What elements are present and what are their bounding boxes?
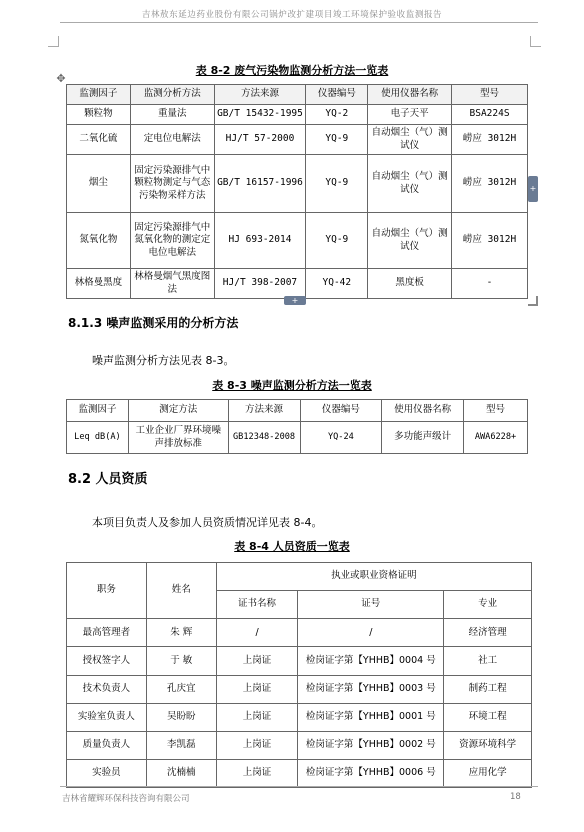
table-cell: 固定污染源排气中氮氧化物的测定定电位电解法 — [130, 213, 214, 269]
footer-company: 吉林省耀辉环保科技咨询有限公司 — [62, 794, 190, 804]
table-cell: YQ-42 — [306, 269, 368, 299]
table-cell: 上岗证 — [216, 647, 298, 675]
table-cell: 孔庆宜 — [146, 675, 216, 703]
table-cell: HJ/T 398-2007 — [214, 269, 306, 299]
table-row — [67, 703, 532, 731]
table-header-cell: 证书名称 — [216, 591, 298, 619]
table-cell: 林格曼烟气黑度图法 — [130, 269, 214, 299]
table-cell: 固定污染源排气中颗粒物测定与气态污染物采样方法 — [130, 155, 214, 213]
paragraph: 噪声监测分析方法见表 8-3。 — [92, 354, 235, 367]
table-cell: 崂应 3012H — [452, 213, 528, 269]
table-cell: 朱 辉 — [146, 619, 216, 647]
table-row — [67, 675, 532, 703]
table-header-cell: 专业 — [444, 591, 532, 619]
header-rule — [60, 22, 538, 23]
table-row — [67, 105, 528, 125]
table-cell: 技术负责人 — [67, 675, 147, 703]
table-cell: 烟尘 — [67, 155, 131, 213]
table-cell: YQ-9 — [306, 213, 368, 269]
table-row — [67, 759, 532, 787]
table-header-cell: 职务 — [67, 563, 147, 619]
table-cell: 于 敏 — [146, 647, 216, 675]
table-row — [67, 269, 528, 299]
table-cell: / — [298, 619, 444, 647]
table-cell: 崂应 3012H — [452, 125, 528, 155]
table-cell: 黑度板 — [368, 269, 452, 299]
table-row — [67, 731, 532, 759]
table-header-cell: 使用仪器名称 — [382, 400, 464, 422]
table-cell: 电子天平 — [368, 105, 452, 125]
table-row — [67, 155, 528, 213]
footer-rule — [60, 786, 538, 787]
table-cell: 上岗证 — [216, 675, 298, 703]
table-row — [67, 125, 528, 155]
table-cell: 制药工程 — [444, 675, 532, 703]
table-8-2-caption: 表 8-2 废气污染物监测分析方法一览表 — [195, 64, 389, 77]
table-cell: 环境工程 — [444, 703, 532, 731]
table-8-4-caption: 表 8-4 人员资质一览表 — [234, 540, 350, 553]
table-cell: 吴盼盼 — [146, 703, 216, 731]
table-cell: 上岗证 — [216, 703, 298, 731]
table-cell: 林格曼黑度 — [67, 269, 131, 299]
table-cell: 最高管理者 — [67, 619, 147, 647]
table-cell: 二氧化硫 — [67, 125, 131, 155]
table-cell: 实验室负责人 — [67, 703, 147, 731]
table-cell: AWA6228+ — [464, 422, 528, 454]
table-cell: - — [452, 269, 528, 299]
section-heading-8-1-3: 8.1.3 噪声监测采用的分析方法 — [68, 316, 239, 330]
table-cell: 检岗证字第【YHHB】0001 号 — [298, 703, 444, 731]
table-header-cell: 使用仪器名称 — [368, 85, 452, 105]
table-cell: GB/T 15432-1995 — [214, 105, 306, 125]
table-header-cell: 监测因子 — [67, 400, 129, 422]
table-cell: 应用化学 — [444, 759, 532, 787]
table-resize-handle-icon[interactable] — [528, 296, 538, 306]
table-cell: YQ-24 — [300, 422, 382, 454]
table-cell: 沈楠楠 — [146, 759, 216, 787]
table-cell: 经济管理 — [444, 619, 532, 647]
table-cell: GB/T 16157-1996 — [214, 155, 306, 213]
crop-mark-top-left — [48, 36, 59, 47]
table-cell: GB12348-2008 — [228, 422, 300, 454]
table-cell: 颗粒物 — [67, 105, 131, 125]
table-header-cell: 型号 — [464, 400, 528, 422]
table-row — [67, 647, 532, 675]
table-cell: YQ-2 — [306, 105, 368, 125]
table-header-cell: 监测因子 — [67, 85, 131, 105]
table-8-3 — [66, 399, 528, 454]
table-cell: 质量负责人 — [67, 731, 147, 759]
table-cell: 李凯磊 — [146, 731, 216, 759]
table-cell: 重量法 — [130, 105, 214, 125]
table-cell: 授权签字人 — [67, 647, 147, 675]
table-cell: 资源环境科学 — [444, 731, 532, 759]
table-cell: HJ/T 57-2000 — [214, 125, 306, 155]
table-cell: 自动烟尘（气）测试仪 — [368, 213, 452, 269]
table-header-cell: 方法来源 — [214, 85, 306, 105]
table-cell: HJ 693-2014 — [214, 213, 306, 269]
table-header-cell: 仪器编号 — [300, 400, 382, 422]
page-header: 吉林敖东延边药业股份有限公司锅炉改扩建项目竣工环境保护验收监测报告 — [141, 10, 443, 20]
table-cell: 检岗证字第【YHHB】0006 号 — [298, 759, 444, 787]
table-row — [67, 619, 532, 647]
table-cell: Leq dB(A) — [67, 422, 129, 454]
table-cell: 上岗证 — [216, 731, 298, 759]
table-header-cell: 监测分析方法 — [130, 85, 214, 105]
table-cell: YQ-9 — [306, 125, 368, 155]
add-row-handle-icon[interactable]: + — [284, 296, 306, 305]
table-cell: 检岗证字第【YHHB】0004 号 — [298, 647, 444, 675]
table-move-handle-icon[interactable]: ✥ — [56, 72, 66, 85]
table-8-4 — [66, 562, 532, 788]
table-header-cell: 型号 — [452, 85, 528, 105]
table-cell: 实验员 — [67, 759, 147, 787]
table-header-cell: 执业或职业资格证明 — [216, 563, 531, 591]
table-cell: 氮氧化物 — [67, 213, 131, 269]
table-cell: / — [216, 619, 298, 647]
table-cell: 自动烟尘（气）测试仪 — [368, 125, 452, 155]
table-row — [67, 422, 528, 454]
table-8-3-caption: 表 8-3 噪声监测分析方法一览表 — [212, 379, 372, 392]
table-header-cell: 证号 — [298, 591, 444, 619]
table-cell: 检岗证字第【YHHB】0003 号 — [298, 675, 444, 703]
table-header-cell: 姓名 — [146, 563, 216, 619]
table-header-cell: 仪器编号 — [306, 85, 368, 105]
table-header-cell: 测定方法 — [128, 400, 228, 422]
table-cell: 自动烟尘（气）测试仪 — [368, 155, 452, 213]
table-cell: 多功能声级计 — [382, 422, 464, 454]
crop-mark-top-right — [530, 36, 541, 47]
table-cell: 检岗证字第【YHHB】0002 号 — [298, 731, 444, 759]
page-number: 18 — [510, 792, 521, 802]
table-row — [67, 213, 528, 269]
paragraph: 本项目负责人及参加人员资质情况详见表 8-4。 — [92, 516, 323, 529]
table-cell: BSA224S — [452, 105, 528, 125]
table-cell: 工业企业厂界环境噪声排放标准 — [128, 422, 228, 454]
table-header-cell: 方法来源 — [228, 400, 300, 422]
section-heading-8-2: 8.2 人员资质 — [68, 472, 148, 487]
table-cell: 崂应 3012H — [452, 155, 528, 213]
table-cell: YQ-9 — [306, 155, 368, 213]
table-cell: 社工 — [444, 647, 532, 675]
table-cell: 上岗证 — [216, 759, 298, 787]
table-8-2 — [66, 84, 528, 299]
table-cell: 定电位电解法 — [130, 125, 214, 155]
add-column-handle-icon[interactable]: + — [528, 176, 538, 202]
